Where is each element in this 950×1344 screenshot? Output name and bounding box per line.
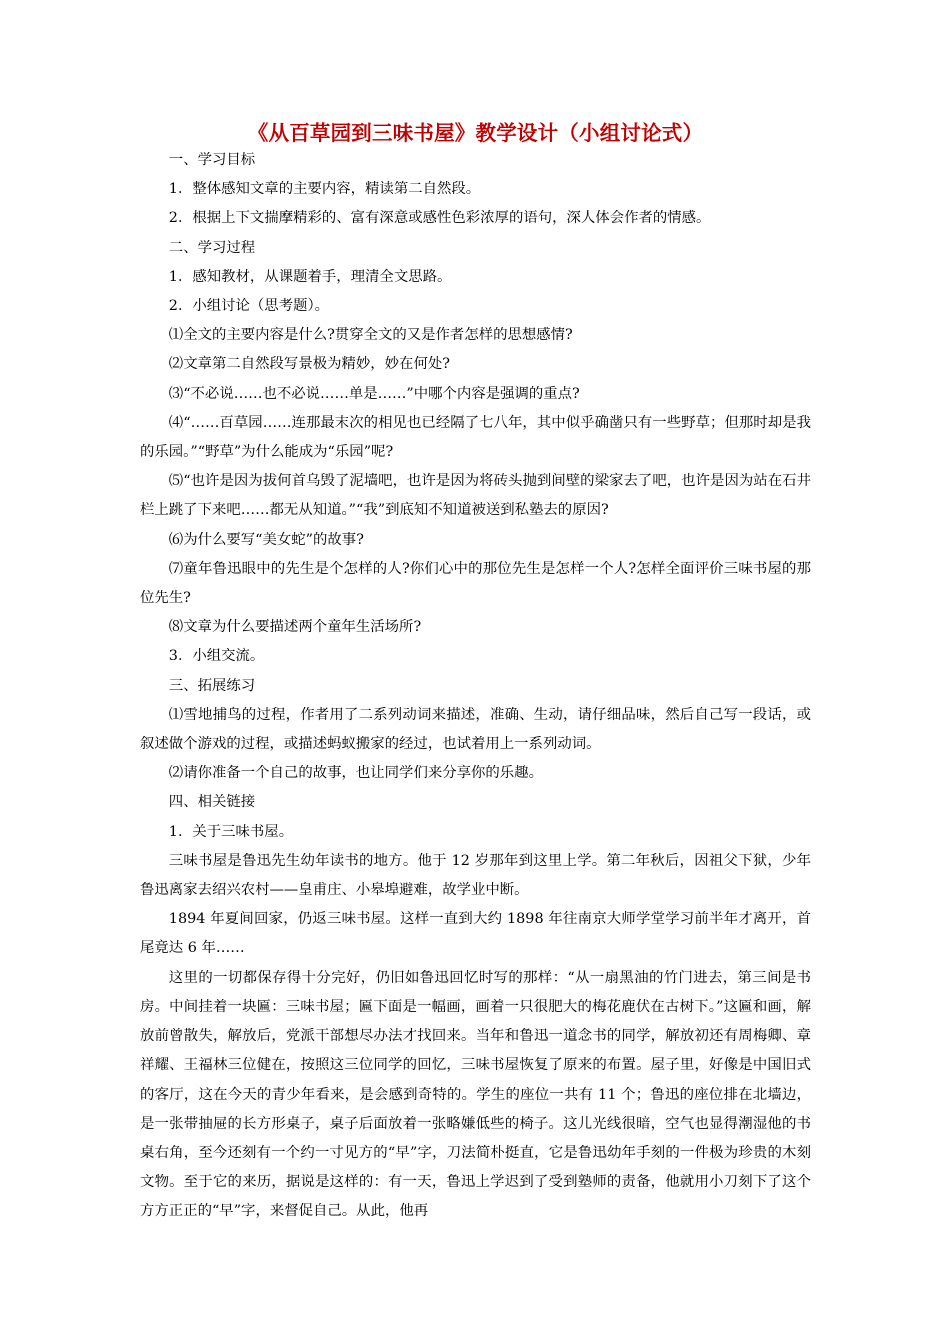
paragraph: ⑶“不必说……也不必说……单是……”中哪个内容是强调的重点?: [168, 385, 580, 402]
paragraph: ⑹为什么要写“美女蛇”的故事?: [168, 531, 364, 548]
paragraph: 2．小组讨论（思考题）。: [168, 298, 330, 315]
paragraph: ⑴全文的主要内容是什么?贯穿全文的又是作者怎样的思想感情?: [168, 327, 573, 344]
paragraph: 2．根据上下文揣摩精彩的、富有深意或感性色彩浓厚的语句，深人体会作者的情感。: [168, 210, 711, 227]
paragraph: 3．小组交流。: [168, 648, 265, 665]
paragraph: 1．感知教材，从课题着手，理清全文思路。: [168, 268, 452, 285]
paragraph: ⑵请你准备一个自己的故事，也让同学们来分享你的乐趣。: [168, 765, 543, 782]
paragraph: ⑻文章为什么要描述两个童年生活场所?: [168, 619, 422, 636]
paragraph: ⑵文章第二自然段写景极为精妙，妙在何处?: [168, 356, 450, 373]
document-body: [140, 146, 811, 1227]
document-title: 《从百草园到三味书屋》教学设计（小组讨论式）: [247, 121, 704, 145]
paragraph: 1．整体感知文章的主要内容，精读第二自然段。: [168, 181, 481, 198]
paragraph: ⑺童年鲁迅眼中的先生是个怎样的人?你们心中的那位先生是怎样一个人?怎样全面评价三味书屋的那位先生?: [140, 560, 811, 607]
paragraph: 三味书屋是鲁迅先生幼年读书的地方。他于 12 岁那年到这里上学。第二年秋后，因祖父下狱，少年鲁迅离家去绍兴农村——皇甫庄、小皋埠避难，故学业中断。: [140, 852, 811, 899]
paragraph: ⑷“……百草园……连那最末次的相见也已经隔了七八年，其中似乎确凿只有一些野草；但那时却是我的乐园。”“野草”为什么能成为“乐园”呢?: [140, 414, 811, 461]
paragraph: 一、学习目标: [168, 152, 256, 168]
paragraph: ⑸“也许是因为拔何首乌毁了泥墙吧，也许是因为将砖头抛到间壁的梁家去了吧，也许是因为站在石井栏上跳了下来吧……都无从知道。”“我”到底知不知道被送到私塾去的原因?: [140, 473, 811, 519]
paragraph: 四、相关链接: [168, 794, 256, 811]
document-page: [140, 118, 811, 1227]
paragraph: 三、拓展练习: [168, 677, 256, 694]
paragraph: 二、学习过程: [168, 239, 256, 256]
paragraph: ⑴雪地捕鸟的过程，作者用了二系列动词来描述，准确、生动，请仔细品味，然后自己写一段话，或叙述做个游戏的过程，或描述蚂蚁搬家的经过，也试着用上一系列动词。: [140, 706, 811, 753]
paragraph: 1．关于三味书屋。: [168, 823, 294, 840]
paragraph: 1894 年夏间回家，仍返三味书屋。这样一直到大约 1898 年往南京大师学堂学习前半年才离开，首尾竟达 6 年……: [140, 911, 811, 957]
paragraph: 这里的一切都保存得十分完好，仍旧如鲁迅回忆时写的那样：“从一扇黑油的竹门进去，第三间是书房。中间挂着一块匾：三味书屋；匾下面是一幅画，画着一只很肥大的梅花鹿伏在古树下。”这匾和画，解放前曾散失，解放后，党派干部想尽办法才找回来。当年和鲁迅一道念书的同学，解放初还有周梅卿、章祥耀、王福林三位健在，按照这三位同学的回忆，三味书屋恢复了原来的布置。屋子里，好像是中国旧式的客厅，这在今天的青少年看来，是会感到奇特的。学生的座位一共有 11 个；鲁迅的座位排在北墙边，是一张带抽屉的长方形桌子，桌子后面放着一张略嫌低些的椅子。这儿光线很暗，空气也显得潮湿他的书桌右角，至今还刻有一个约一寸见方的“早”字，刀法简朴挺直，它是鲁迅幼年手刻的一件极为珍贵的木刻文物。至于它的来历，据说是这样的：有一天，鲁迅上学迟到了受到塾师的责备，他就用小刀刻下了这个方方正正的“早”字，来督促自己。从此，他再: [140, 969, 811, 1220]
